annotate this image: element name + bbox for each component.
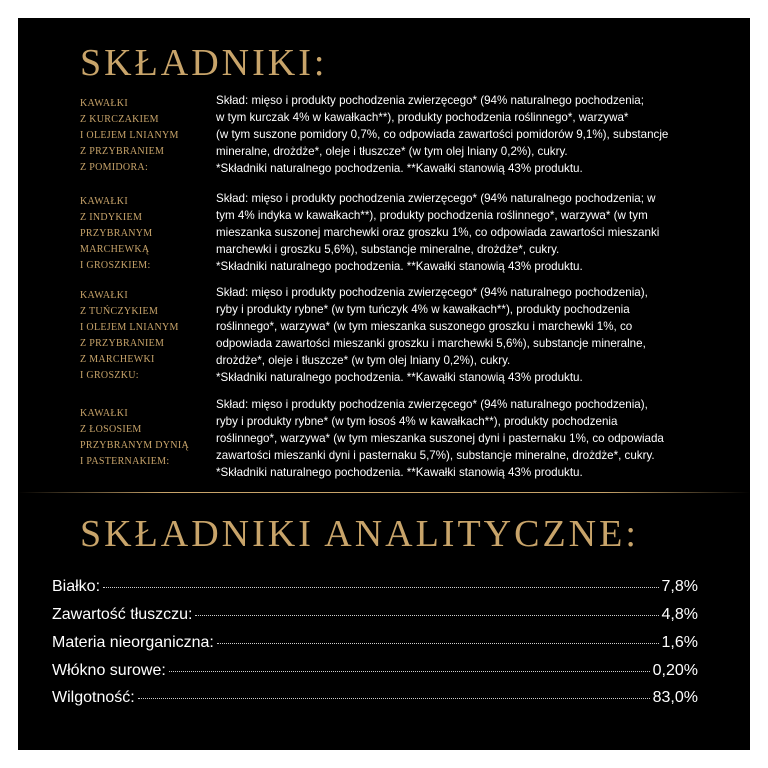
desc-line: *Składniki naturalnego pochodzenia. **Kawałki stanowią 43% produktu.	[216, 260, 583, 273]
desc-line: *Składniki naturalnego pochodzenia. **Kawałki stanowią 43% produktu.	[216, 466, 583, 479]
ingredients-panel	[18, 18, 750, 750]
label-line: Z POMIDORA:	[80, 162, 149, 173]
product-composition	[216, 92, 760, 177]
nutrient-name: Białko:	[52, 578, 101, 595]
label-line: Z MARCHEWKI	[80, 354, 155, 365]
product-composition	[216, 284, 760, 386]
analytical-row-fibre	[52, 661, 698, 681]
label-line: MARCHEWKĄ	[80, 244, 150, 255]
product-label	[80, 406, 202, 470]
desc-line: drożdże*, oleje i tłuszcze* (w tym olej lniany 0,2%), cukry.	[216, 354, 511, 367]
nutrient-value: 0,20%	[652, 662, 698, 679]
label-line: I PASTERNAKIEM:	[80, 456, 170, 467]
label-line: Z PRZYBRANIEM	[80, 338, 165, 349]
label-line: Z KURCZAKIEM	[80, 114, 159, 125]
label-line: Z TUŃCZYKIEM	[80, 306, 159, 317]
label-line: KAWAŁKI	[80, 98, 128, 109]
label-line: PRZYBRANYM	[80, 228, 153, 239]
desc-line: *Składniki naturalnego pochodzenia. **Kawałki stanowią 43% produktu.	[216, 162, 583, 175]
product-label	[80, 96, 202, 176]
product-label	[80, 288, 202, 384]
label-line: I OLEJEM LNIANYM	[80, 322, 179, 333]
leader-dots	[217, 643, 659, 644]
desc-line: mieszanka suszonej marchewki oraz groszku 1%, co odpowiada zawartości mieszanki	[216, 226, 660, 239]
label-line: I GROSZKIEM:	[80, 260, 151, 271]
desc-line: (w tym suszone pomidory 0,7%, co odpowiada zawartości pomidorów 9,1%), substancje	[216, 128, 669, 141]
nutrient-value: 1,6%	[661, 634, 698, 651]
analytical-row-protein	[52, 577, 698, 597]
desc-line: Skład: mięso i produkty pochodzenia zwierzęcego* (94% naturalnego pochodzenia),	[216, 398, 648, 411]
desc-line: Skład: mięso i produkty pochodzenia zwierzęcego* (94% naturalnego pochodzenia; w	[216, 192, 656, 205]
label-line: KAWAŁKI	[80, 408, 128, 419]
nutrient-value: 7,8%	[661, 578, 698, 595]
product-composition	[216, 396, 760, 481]
nutrient-name: Wilgotność:	[52, 689, 135, 706]
desc-line: w tym kurczak 4% w kawałkach**), produkty pochodzenia roślinnego*, warzywa*	[216, 111, 629, 124]
desc-line: ryby i produkty rybne* (w tym łosoś 4% w kawałkach**), produkty pochodzenia	[216, 415, 618, 428]
ingredients-heading: SKŁADNIKI:	[80, 42, 328, 84]
desc-line: roślinnego*, warzywa* (w tym mieszanka suszonego groszku i marchewki 1%, co	[216, 320, 633, 333]
analytical-row-moisture	[52, 688, 698, 708]
leader-dots	[103, 587, 659, 588]
leader-dots	[138, 698, 650, 699]
analytical-row-ash	[52, 633, 698, 653]
desc-line: Skład: mięso i produkty pochodzenia zwierzęcego* (94% naturalnego pochodzenia;	[216, 94, 644, 107]
desc-line: tym 4% indyka w kawałkach**), produkty pochodzenia roślinnego*, warzywa* (w tym	[216, 209, 648, 222]
analytical-heading: SKŁADNIKI ANALITYCZNE:	[80, 513, 639, 555]
leader-dots	[195, 615, 658, 616]
nutrient-value: 4,8%	[661, 606, 698, 623]
label-line: Z ŁOSOSIEM	[80, 424, 142, 435]
nutrient-name: Zawartość tłuszczu:	[52, 606, 193, 623]
product-composition	[216, 190, 760, 275]
label-line: KAWAŁKI	[80, 290, 128, 301]
desc-line: mineralne, drożdże*, oleje i tłuszcze* (w tym olej lniany 0,2%), cukry.	[216, 145, 568, 158]
desc-line: ryby i produkty rybne* (w tym tuńczyk 4% w kawałkach**), produkty pochodzenia	[216, 303, 630, 316]
label-line: KAWAŁKI	[80, 196, 128, 207]
product-label	[80, 194, 202, 274]
nutrient-name: Włókno surowe:	[52, 662, 166, 679]
desc-line: marchewki i groszku 5,6%), substancje mineralne, drożdże*, cukry.	[216, 243, 560, 256]
desc-line: zawartości mieszanki dyni i pasternaku 5,7%), substancje mineralne, drożdże*, cukry.	[216, 449, 655, 462]
label-line: Z PRZYBRANIEM	[80, 146, 165, 157]
desc-line: *Składniki naturalnego pochodzenia. **Kawałki stanowią 43% produktu.	[216, 371, 583, 384]
desc-line: roślinnego*, warzywa* (w tym mieszanka suszonej dyni i pasternaku 1%, co odpowiada	[216, 432, 664, 445]
analytical-row-fat	[52, 605, 698, 625]
section-divider	[18, 492, 750, 493]
nutrient-value: 83,0%	[652, 689, 698, 706]
label-line: Z INDYKIEM	[80, 212, 143, 223]
nutrient-name: Materia nieorganiczna:	[52, 634, 214, 651]
label-line: PRZYBRANYM DYNIĄ	[80, 440, 189, 451]
desc-line: odpowiada zawartości mieszanki groszku i marchewki 5,6%), substancje mineralne,	[216, 337, 646, 350]
leader-dots	[169, 671, 650, 672]
label-line: I OLEJEM LNIANYM	[80, 130, 179, 141]
desc-line: Skład: mięso i produkty pochodzenia zwierzęcego* (94% naturalnego pochodzenia),	[216, 286, 648, 299]
label-line: I GROSZKU:	[80, 370, 139, 381]
